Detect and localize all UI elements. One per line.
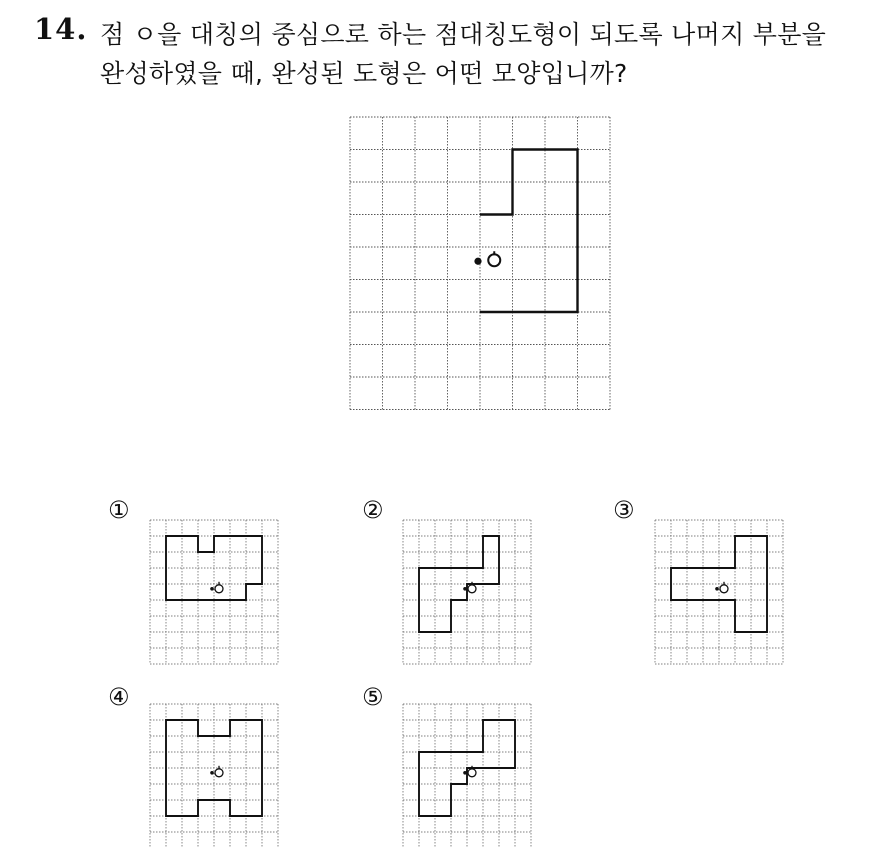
option-2-figure-center-dot (463, 587, 467, 591)
option-4-figure-center-o (215, 769, 223, 777)
option-1-marker[interactable]: ① (108, 496, 130, 524)
option-1-figure-center-o (215, 585, 223, 593)
option-4-figure-grid (150, 704, 278, 847)
question-number: 14. (34, 12, 88, 46)
question-figure-outline (480, 150, 578, 313)
option-3-marker[interactable]: ③ (613, 496, 635, 524)
option-4-figure-center-dot (210, 771, 214, 775)
option-3-figure-center-dot (715, 587, 719, 591)
option-2-figure-center-o (468, 585, 476, 593)
question-figure-center-dot (474, 258, 481, 265)
question-text-line-1: 점 ㅇ을 대칭의 중심으로 하는 점대칭도형이 되도록 나머지 부분을 (100, 20, 827, 49)
question-figure-center-o (488, 254, 500, 266)
option-5-figure-center-dot (463, 771, 467, 775)
option-4-marker[interactable]: ④ (108, 683, 130, 711)
option-5-marker[interactable]: ⑤ (362, 683, 384, 711)
question-text-line-2: 완성하였을 때, 완성된 도형은 어떤 모양입니까? (100, 59, 628, 88)
option-5-figure-center-o (468, 769, 476, 777)
option-3-figure-grid (655, 520, 783, 664)
option-1-figure-center-dot (210, 587, 214, 591)
option-3-figure-center-o (720, 585, 728, 593)
option-2-marker[interactable]: ② (362, 496, 384, 524)
